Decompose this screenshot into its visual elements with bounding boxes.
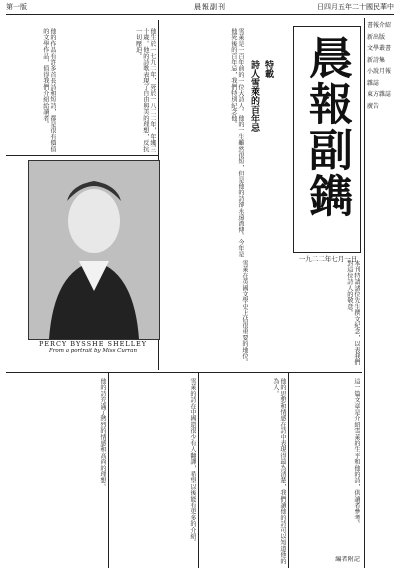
portrait-caption: PERCY BYSSHE SHELLEY: [38, 340, 148, 348]
side-item: 雜誌: [367, 79, 380, 87]
article-col-2: 他生於一七九二年，死於一八二二年，年纔三十歲。他的詩歌表現了自由與美的理想，反抗一切壓迫。: [134, 28, 156, 152]
side-item: 書報介紹: [367, 22, 392, 29]
page-number: 第一版: [6, 3, 27, 11]
portrait-drawing: [29, 161, 159, 339]
lower-col-4: 他的詩充滿了熱烈的情感和高尚的理想。: [99, 378, 106, 490]
side-item: 廣告: [367, 102, 380, 110]
article-col-4: 本刊特請諸位先生撰文紀念，以表我們對這位詩人的敬意。: [345, 260, 360, 366]
masthead-box: [293, 26, 361, 253]
masthead-title: 晨報副鐫: [301, 35, 352, 219]
special-label: 特載: [263, 60, 273, 78]
side-item: 東方雜誌: [367, 91, 392, 98]
editor-note: 編者附記: [335, 556, 360, 563]
right-col-1: 雪萊在英國文學史上佔很重要的地位。: [241, 260, 248, 366]
article-col-3: 他的作品有許多首長詩和短詩，都是很有價值的文學作品，值得我們介紹給讀者。: [41, 28, 56, 152]
portrait-image: [28, 160, 160, 340]
issue-date: 一九二二年七月一日: [298, 255, 358, 263]
side-item: 新出版: [367, 33, 386, 41]
side-column: [364, 18, 395, 568]
top-rule: [6, 14, 394, 15]
lower-col-3: 雪萊的詩在中國還很少有人翻譯，希望以後能有更多的介紹。: [189, 378, 196, 546]
side-item: 小說月報: [367, 68, 392, 75]
side-item: 新詩集: [367, 56, 386, 64]
portrait-credit: From a portrait by Miss Curran: [48, 348, 138, 354]
paper-header: 晨報副刊: [194, 3, 226, 11]
lower-col-1: 這一篇文章是介紹雪萊的生平和他的詩，供讀者參考。: [353, 378, 360, 527]
article-col-1: 雪萊是一百年前的一位大詩人。他的一生雖然很短，但是他的詩卻永遠流傳。今年是他死後的百年忌，我們特別紀念他。: [229, 28, 244, 258]
feature-title: 詩人雪萊的百年忌: [249, 60, 259, 132]
lower-col-2: 他的思想和情感在詩中表現得最為清楚，我們讀他的詩可以知道他的為人。: [271, 378, 286, 564]
date-line: 日四月五年二十國民華中: [317, 3, 394, 11]
side-item: 文學叢書: [367, 45, 392, 52]
